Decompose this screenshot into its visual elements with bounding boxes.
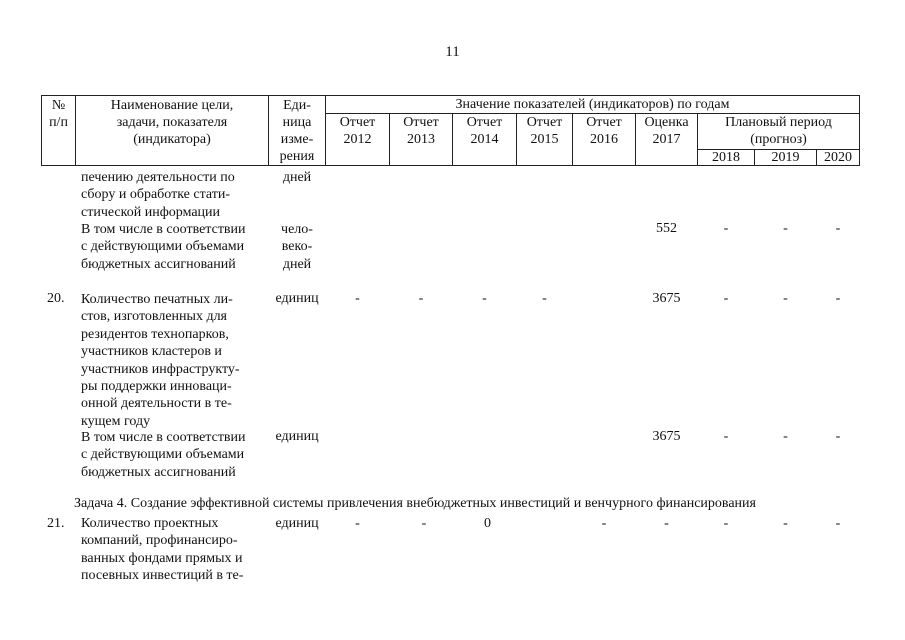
row-20-name-line: стов, изготовленных для xyxy=(81,309,227,325)
header-name-label-3: (индикатора) xyxy=(133,132,211,147)
row-20-name-line: Количество печатных ли- xyxy=(81,292,233,307)
row-cont-name-line: сбору и обработке стати- xyxy=(81,187,231,203)
header-unit-label-2: ница xyxy=(282,115,312,130)
row-20-2012: - xyxy=(355,291,360,306)
row-21-name-line: ванных фондами прямых и xyxy=(81,550,243,566)
row-21-name xyxy=(81,515,243,585)
row-21-name-line: компаний, профинансиро- xyxy=(81,533,238,549)
row-20-name xyxy=(81,291,240,430)
task-4-heading: Задача 4. Создание эффективной системы привлечения внебюджетных инвестиций и венчурного финансирования xyxy=(74,496,756,511)
header-year-2012-label: Отчет xyxy=(339,115,376,130)
row-incl20-name-line: бюджетных ассигнований xyxy=(81,464,236,480)
row-20-2018: - xyxy=(723,291,729,306)
header-unit-label-4: рения xyxy=(279,149,315,164)
header-num-label-1: № xyxy=(51,98,66,113)
row-21-2020: - xyxy=(835,516,841,531)
row-incl20-2020: - xyxy=(835,429,841,444)
header-year-2015: 2015 xyxy=(530,132,559,147)
header-year-2015-label: Отчет xyxy=(526,115,563,130)
row-21-num: 21. xyxy=(47,516,65,531)
header-unit-label-3: изме- xyxy=(280,132,314,147)
row-20-2017: 3675 xyxy=(652,291,681,306)
row-incl20-2018: - xyxy=(723,429,729,444)
row-20-name-line: участников инфраструкту- xyxy=(81,361,240,377)
header-num-label-2: п/п xyxy=(49,115,68,130)
row-incl20-name-line: с действующими объемами xyxy=(81,447,245,463)
row-cont-name-line: печению деятельности по xyxy=(81,170,235,185)
row-20-name-line: участников кластеров и xyxy=(81,344,222,360)
row-21-2017: - xyxy=(664,516,669,531)
row-incl20-2017: 3675 xyxy=(652,429,681,444)
row-20-2019: - xyxy=(783,291,788,306)
header-name-label-2: задачи, показателя xyxy=(116,115,228,130)
header-plan-year-2019: 2019 xyxy=(771,150,800,165)
row-20-2013: - xyxy=(418,291,424,306)
row-incl1-name-line: бюджетных ассигнований xyxy=(81,256,236,272)
row-incl20-2019: - xyxy=(783,429,788,444)
row-21-2016: - xyxy=(601,516,607,531)
row-21-name-line: Количество проектных xyxy=(81,516,219,531)
row-cont-name-line: стической информации xyxy=(81,204,221,220)
row-incl1-2020: - xyxy=(835,221,841,236)
row-cont-unit: дней xyxy=(282,170,312,185)
header-year-2016-label: Отчет xyxy=(586,115,622,130)
header-year-2016: 2016 xyxy=(590,132,618,147)
row-20-num: 20. xyxy=(47,291,65,306)
row-21-name-line: посевных инвестиций в те- xyxy=(81,568,244,584)
row-incl1-name xyxy=(81,221,246,273)
row-incl1-2017: 552 xyxy=(656,221,677,236)
row-incl1-unit-line: дней xyxy=(282,256,312,272)
row-21-2013: - xyxy=(421,516,427,531)
row-20-name-line: резидентов технопарков, xyxy=(81,326,229,342)
header-year-2012: 2012 xyxy=(343,132,372,147)
header-plan-year-2020: 2020 xyxy=(824,150,852,165)
header-year-2014-label: Отчет xyxy=(466,115,503,130)
header-plan-label-2: (прогноз) xyxy=(750,132,807,147)
row-incl1-unit-line: чело- xyxy=(281,222,313,237)
row-20-name-line: кущем году xyxy=(81,413,151,429)
row-20-unit: единиц xyxy=(275,291,319,306)
header-name-label-1: Наименование цели, xyxy=(110,98,234,113)
row-20-name-line: онной деятельности в те- xyxy=(81,396,232,412)
row-incl20-name xyxy=(81,429,246,481)
row-21-2014: 0 xyxy=(484,516,491,531)
row-incl1-2019: - xyxy=(783,221,788,236)
header-year-2017: 2017 xyxy=(652,132,681,147)
row-incl1-unit-line: веко- xyxy=(281,239,313,255)
row-cont-name xyxy=(81,169,235,221)
row-incl1-name-line: В том числе в соответствии xyxy=(81,222,246,237)
row-21-2012: - xyxy=(355,516,360,531)
header-plan-label-1: Плановый период xyxy=(725,115,832,130)
row-21-unit: единиц xyxy=(275,516,319,531)
row-20-name-line: ры поддержки инноваци- xyxy=(81,379,232,395)
header-year-2013-label: Отчет xyxy=(403,115,439,130)
header-group-label: Значение показателей (индикаторов) по годам xyxy=(455,97,730,112)
row-incl20-unit: единиц xyxy=(275,429,319,444)
header-plan-year-2018: 2018 xyxy=(712,150,740,165)
row-incl1-unit xyxy=(269,221,325,273)
row-20-2014: - xyxy=(482,291,487,306)
row-incl20-name-line: В том числе в соответствии xyxy=(81,430,246,445)
row-20-2020: - xyxy=(835,291,841,306)
header-year-2017-label: Оценка xyxy=(644,115,689,130)
row-incl1-2018: - xyxy=(723,221,729,236)
page-number: 11 xyxy=(445,44,460,60)
row-21-2019: - xyxy=(783,516,788,531)
header-year-2013: 2013 xyxy=(407,132,435,147)
row-21-2018: - xyxy=(723,516,729,531)
row-20-2015: - xyxy=(542,291,547,306)
header-year-2014: 2014 xyxy=(470,132,499,147)
row-incl1-name-line: с действующими объемами xyxy=(81,239,245,255)
header-unit-label-1: Еди- xyxy=(283,98,311,113)
